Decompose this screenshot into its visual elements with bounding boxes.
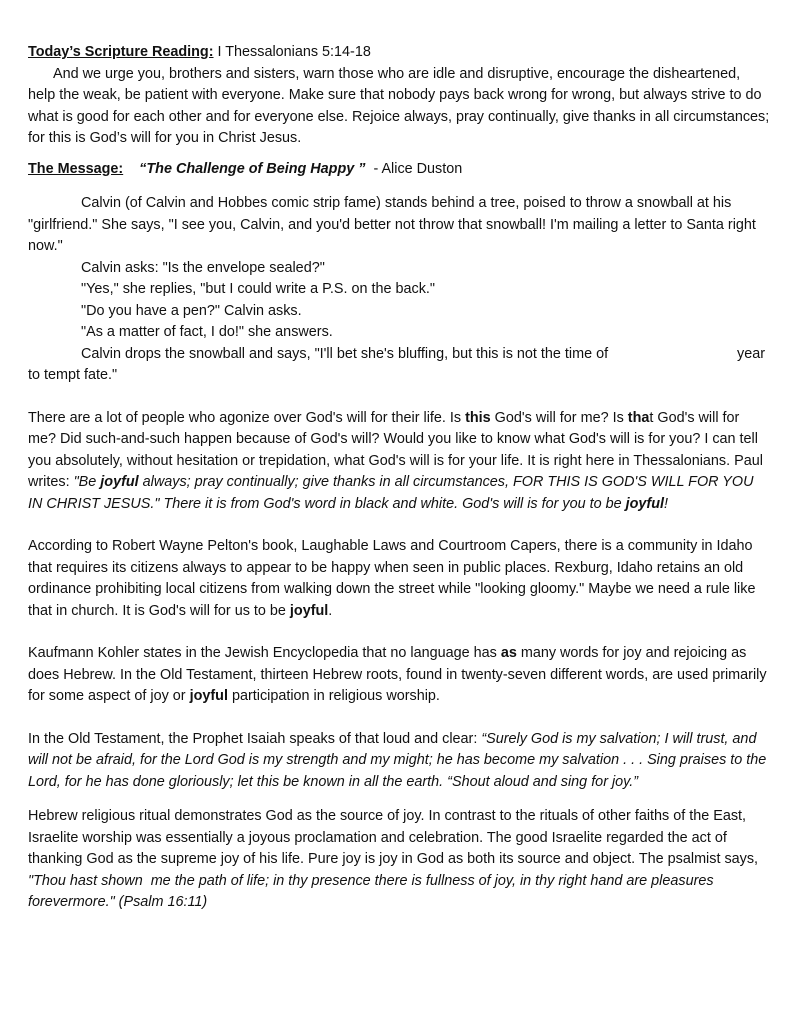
spacer	[28, 515, 770, 536]
spacer	[28, 622, 770, 643]
scripture-label: Today’s Scripture Reading:	[28, 44, 214, 60]
story-intro: Calvin (of Calvin and Hobbes comic strip fame) stands behind a tree, poised to throw a snowball at his "girlfriend." She says, "I see you, Calvin, and you'd better not throw that snowball! I'm mailing a letter to Santa right now."	[28, 195, 756, 254]
paragraph-gods-will	[28, 408, 770, 516]
text-run: many words for joy and rejoicing as does Hebrew. In the Old Testament, thirteen Hebrew roots, found in twenty-seven different words, are used primarily for some aspect of joy or	[28, 645, 767, 704]
document-page	[28, 42, 770, 914]
message-author: - Alice Duston	[373, 160, 463, 177]
spacer	[28, 150, 770, 159]
text-run: God's will for me? Is	[490, 409, 628, 426]
italic-run: always; pray continually; give thanks in all circumstances, FOR THIS IS GOD'S WILL FOR YOU IN CHRIST JESUS." There it is from God's word in black and white. God's will is for you to be	[28, 474, 754, 512]
text-run: According to Robert Wayne Pelton's book, Laughable Laws and Courtroom Capers, there is a community in Idaho that requires its citizens always to appear to be happy when seen in public places. Rexburg, Idaho retains an old ordinance prohibiting local citizens from walking down the street while "looking gloomy." Maybe we need a rule like that in church. It is God's will for us to be	[28, 538, 756, 619]
italic-run: !	[664, 495, 669, 512]
scripture-reference: I Thessalonians 5:14-18	[217, 44, 371, 60]
bold-italic-run: joyful	[625, 495, 665, 512]
text-run: There are a lot of people who agonize over God's will for their life. Is	[28, 409, 466, 426]
bold-run: as	[500, 645, 517, 661]
story-closing-c: to tempt fate."	[28, 367, 118, 383]
bold-run: this	[465, 409, 491, 426]
bold-italic-run: joyful	[100, 474, 139, 490]
text-run: Hebrew religious ritual demonstrates God as the source of joy. In contrast to the rituals of other faiths of the East, Israelite worship was essentially a joyous proclamation and celebration. The good Israelite regarded the act of thanking God as the supreme joy of his life. Pure joy is joy in God as both its source and object. The psalmist says,	[28, 808, 759, 867]
text-run: Kaufmann Kohler states in the Jewish Encyclopedia that no language has	[28, 645, 501, 661]
text-run: .	[328, 602, 333, 619]
story-closing-b: year	[737, 345, 765, 362]
paragraph-kohler	[28, 643, 770, 708]
paragraph-isaiah	[28, 729, 770, 794]
story-closing-a: Calvin drops the snowball and says, "I'll bet she's bluffing, but this is not the time of	[81, 345, 609, 362]
spacer	[28, 793, 770, 806]
italic-run: "Thou hast shown me the path of life; in thy presence there is fullness of joy, in thy right hand are pleasures forevermore." (Psalm 16:11)	[28, 872, 718, 910]
italic-run: “Surely God is my salvation; I will trust, and will not be afraid, for the Lord God is my strength and my might; he has become my salvation . . . Sing praises to the Lord, for he has done gloriously; let this be known in all the earth. “Shout aloud and sing for joy.”	[28, 730, 767, 790]
bold-run: joyful	[289, 602, 329, 619]
spacer	[28, 180, 770, 193]
scripture-text: And we urge you, brothers and sisters, warn those who are idle and disruptive, encourage the disheartened, help the weak, be patient with everyone. Make sure that nobody pays back wrong for wrong, but always strive to do what is good for each other and for everyone else. Rejoice always, pray continually, give thanks in all circumstances; for this is God’s will for you in Christ Jesus.	[28, 65, 770, 146]
story-line: "As a matter of fact, I do!" she answers.	[81, 324, 333, 340]
text-run: participation in religious worship.	[227, 688, 440, 704]
scripture-heading	[28, 42, 770, 64]
message-label: The Message:	[28, 160, 124, 177]
message-title: “The Challenge of Being Happy ”	[139, 160, 366, 177]
paragraph-ritual	[28, 806, 770, 914]
spacer	[28, 387, 770, 408]
text-run: In the Old Testament, the Prophet Isaiah speaks of that loud and clear:	[28, 730, 482, 747]
bold-run: tha	[627, 409, 650, 426]
message-heading	[28, 159, 770, 181]
spacer	[28, 708, 770, 729]
story-closing-line	[28, 344, 770, 366]
story-line: Calvin asks: "Is the envelope sealed?"	[81, 259, 325, 276]
story-line: "Yes," she replies, "but I could write a P.S. on the back."	[81, 281, 436, 297]
paragraph-laughable-laws	[28, 536, 770, 622]
bold-run: joyful	[189, 688, 228, 704]
italic-run: "Be	[73, 474, 101, 490]
text-run: t God's will for me? Did such-and-such happen because of God's will? Would you like to know what God's will is for you? I can tell you absolutely, without hesitation or trepidation, what God's will is for your life. It is right here in Thessalonians. Paul writes:	[28, 409, 763, 490]
story-line: "Do you have a pen?" Calvin asks.	[81, 302, 302, 319]
